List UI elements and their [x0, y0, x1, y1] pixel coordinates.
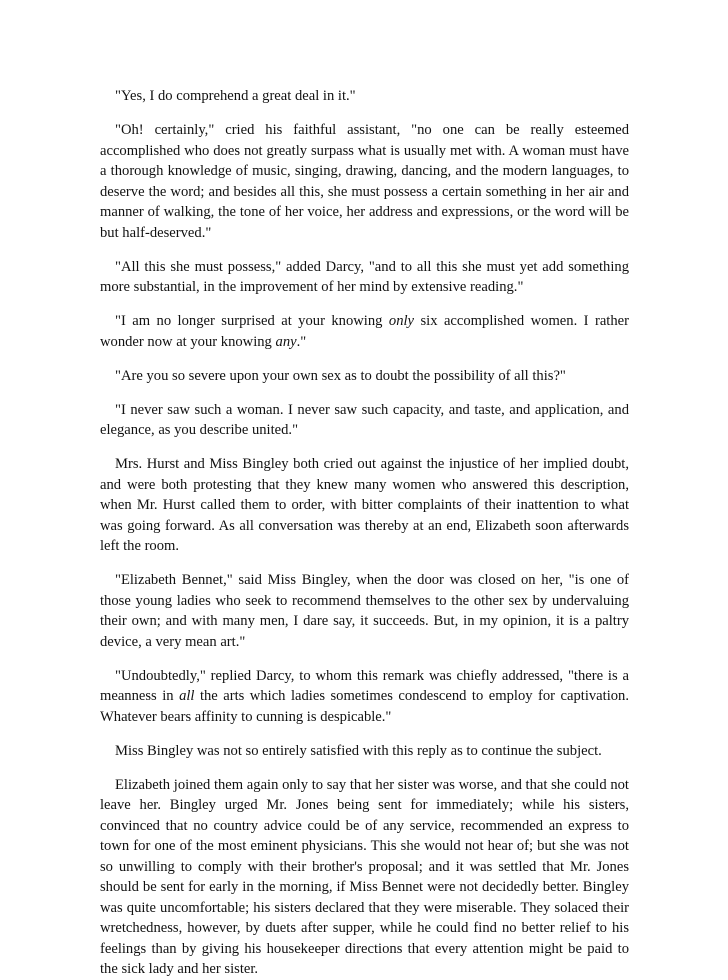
paragraph: "Undoubtedly," replied Darcy, to whom this remark was chiefly addressed, "there is a meanness in all the arts which ladies sometimes condescend to employ for captivation. Whatever bears affinity to cunning is despicable." [100, 667, 630, 725]
emphasis: only [388, 313, 415, 329]
paragraph: "All this she must possess," added Darcy, "and to all this she must yet add something more substantial, in the improvement of her mind by extensive reading." [100, 258, 629, 295]
paragraph: Elizabeth joined them again only to say that her sister was worse, and that she could not leave her. Bingley urged Mr. Jones being sent for immediately; while his sisters, convinced that no country advice could be of any service, recommended an express to town for one of the most eminent physicians. This she would not hear of; but she was not so unwilling to comply with their brother's proposal; and it was settled that Mr. Jones should be sent for early in the morning, if Miss Bennet were not decidedly better. Bingley was quite uncomfortable; his sisters declared that they were miserable. They solaced their wretchedness, however, by duets after supper, while he could find no better relief to his feelings than by giving his housekeeper directions that every attention might be paid to the sick lady and her sister. [100, 776, 629, 977]
emphasis: all [179, 688, 195, 704]
paragraph: "Are you so severe upon your own sex as to doubt the possibility of all this?" [115, 367, 566, 384]
paragraph: Miss Bingley was not so entirely satisfied with this reply as to continue the subject. [115, 742, 602, 759]
paragraph: "I am no longer surprised at your knowing only six accomplished women. I rather wonder now at your knowing any." [100, 313, 629, 350]
paragraph: "Yes, I do comprehend a great deal in it." [115, 88, 356, 104]
paragraph: "Oh! certainly," cried his faithful assistant, "no one can be really esteemed accomplished who does not greatly surpass what is usually met with. A woman must have a thorough knowledge of music, singing, drawing, dancing, and the modern languages, to deserve the word; and besides all this, she must possess a certain something in her air and manner of walking, the tone of her voice, her address and expressions, or the word will be but half-deserved." [100, 122, 629, 241]
emphasis: any [275, 333, 297, 350]
paragraph: Mrs. Hurst and Miss Bingley both cried out against the injustice of her implied doubt, and were both protesting that they knew many women who answered this description, when Mr. Hurst called them to order, with bitter complaints of their inattention to what was going forward. As all conversation was thereby at an end, Elizabeth soon afterwards left the room. [100, 456, 629, 554]
paragraph: "Elizabeth Bennet," said Miss Bingley, when the door was closed on her, "is one of those young ladies who seek to recommend themselves to the other sex by undervaluing their own; and with many men, I dare say, it succeeds. But, in my opinion, it is a paltry device, a very mean art." [100, 572, 629, 650]
body-text [100, 86, 629, 980]
paragraph: "I never saw such a woman. I never saw such capacity, and taste, and application, and elegance, as you describe united." [100, 401, 629, 438]
